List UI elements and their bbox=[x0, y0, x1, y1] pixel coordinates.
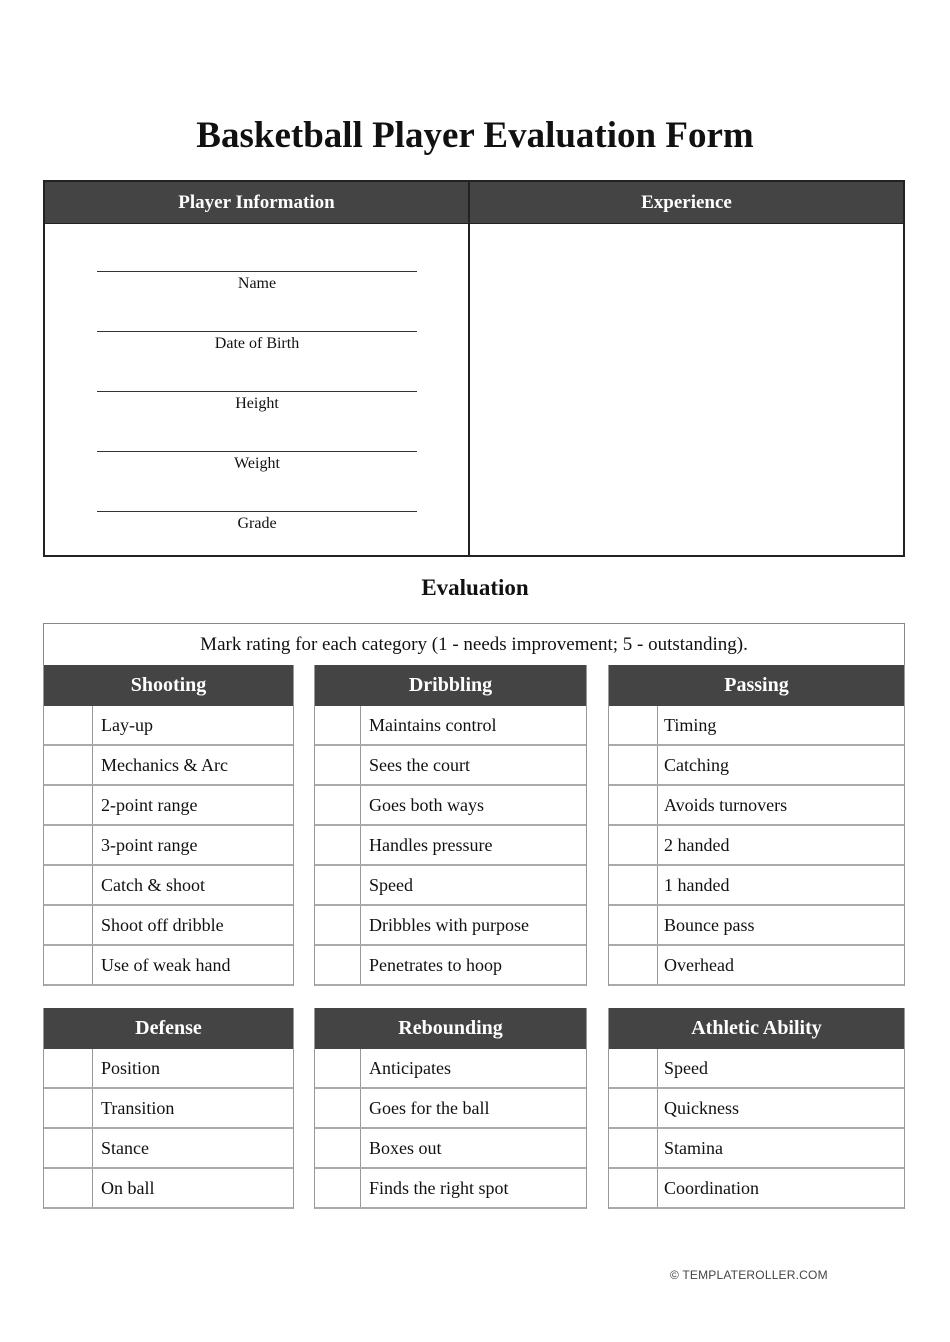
criterion-label: 2-point range bbox=[101, 795, 198, 815]
rating-box[interactable] bbox=[44, 1089, 93, 1127]
rating-box[interactable] bbox=[609, 826, 658, 864]
category-header: Shooting bbox=[44, 665, 293, 706]
player-info-header: Player Information bbox=[45, 182, 468, 223]
category-header: Dribbling bbox=[315, 665, 586, 706]
rating-box[interactable] bbox=[315, 826, 361, 864]
rating-box[interactable] bbox=[315, 1169, 361, 1207]
rating-box[interactable] bbox=[609, 786, 658, 824]
rating-box[interactable] bbox=[44, 1169, 93, 1207]
name-field[interactable] bbox=[97, 271, 417, 293]
criterion-label: On ball bbox=[101, 1178, 155, 1198]
rating-box[interactable] bbox=[315, 786, 361, 824]
category-dribbling bbox=[314, 665, 587, 986]
rating-box[interactable] bbox=[315, 906, 361, 944]
rating-box[interactable] bbox=[44, 866, 93, 904]
rating-row bbox=[44, 746, 293, 786]
category-rebounding bbox=[314, 1008, 587, 1209]
rating-box[interactable] bbox=[315, 746, 361, 784]
category-shooting bbox=[43, 665, 294, 986]
criterion-label: Bounce pass bbox=[664, 915, 755, 935]
rating-box[interactable] bbox=[609, 866, 658, 904]
rating-row bbox=[609, 706, 904, 746]
rating-row bbox=[315, 906, 586, 946]
footer-copyright: © TEMPLATEROLLER.COM bbox=[670, 1268, 828, 1282]
criterion-label: 3-point range bbox=[101, 835, 198, 855]
rating-row bbox=[609, 946, 904, 986]
rating-row bbox=[609, 1129, 904, 1169]
rating-row bbox=[44, 826, 293, 866]
criterion-label: Speed bbox=[369, 875, 413, 895]
rating-box[interactable] bbox=[44, 786, 93, 824]
criterion-label: Transition bbox=[101, 1098, 175, 1118]
rating-box[interactable] bbox=[609, 746, 658, 784]
page-title: Basketball Player Evaluation Form bbox=[196, 115, 754, 156]
rating-row bbox=[315, 1089, 586, 1129]
rating-row bbox=[609, 786, 904, 826]
height-field[interactable] bbox=[97, 391, 417, 413]
rating-row bbox=[44, 1089, 293, 1129]
rating-row bbox=[315, 1129, 586, 1169]
criterion-label: Shoot off dribble bbox=[101, 915, 224, 935]
rating-box[interactable] bbox=[609, 1089, 658, 1127]
criterion-label: Use of weak hand bbox=[101, 955, 231, 975]
rating-row bbox=[44, 786, 293, 826]
rating-box[interactable] bbox=[44, 746, 93, 784]
weight-label: Weight bbox=[234, 455, 280, 472]
grade-label: Grade bbox=[237, 515, 277, 532]
experience-area[interactable] bbox=[470, 224, 903, 555]
rating-row bbox=[44, 706, 293, 746]
criterion-label: Quickness bbox=[664, 1098, 739, 1118]
category-passing bbox=[608, 665, 905, 986]
category-header: Defense bbox=[44, 1008, 293, 1049]
criterion-label: Overhead bbox=[664, 955, 734, 975]
criterion-label: Coordination bbox=[664, 1178, 759, 1198]
rating-row bbox=[315, 746, 586, 786]
rating-box[interactable] bbox=[44, 1129, 93, 1167]
rating-row bbox=[44, 946, 293, 986]
category-header: Passing bbox=[609, 665, 904, 706]
rating-row bbox=[315, 1169, 586, 1209]
rating-row bbox=[315, 946, 586, 986]
criterion-label: Maintains control bbox=[369, 715, 497, 735]
criterion-label: Boxes out bbox=[369, 1138, 442, 1158]
rating-box[interactable] bbox=[609, 1169, 658, 1207]
criterion-label: Sees the court bbox=[369, 755, 470, 775]
experience-header: Experience bbox=[470, 182, 903, 223]
rating-row bbox=[315, 866, 586, 906]
rating-row bbox=[315, 1049, 586, 1089]
rating-box[interactable] bbox=[609, 906, 658, 944]
rating-instruction: Mark rating for each category (1 - needs improvement; 5 - outstanding). bbox=[43, 623, 905, 665]
criterion-label: 1 handed bbox=[664, 875, 730, 895]
criterion-label: Avoids turnovers bbox=[664, 795, 788, 815]
rating-row bbox=[609, 826, 904, 866]
evaluation-title: Evaluation bbox=[421, 575, 529, 600]
rating-row bbox=[315, 786, 586, 826]
criterion-label: Penetrates to hoop bbox=[369, 955, 502, 975]
category-header: Athletic Ability bbox=[609, 1008, 904, 1049]
name-label: Name bbox=[237, 275, 277, 292]
weight-field[interactable] bbox=[97, 451, 417, 473]
date-of-birth-field[interactable] bbox=[97, 331, 417, 353]
rating-box[interactable] bbox=[44, 946, 93, 984]
rating-box[interactable] bbox=[609, 1049, 658, 1087]
criterion-label: Anticipates bbox=[369, 1058, 451, 1078]
rating-box[interactable] bbox=[315, 1049, 361, 1087]
player-info-table bbox=[43, 180, 905, 557]
rating-row bbox=[44, 1169, 293, 1209]
rating-box[interactable] bbox=[315, 1089, 361, 1127]
rating-row bbox=[44, 906, 293, 946]
rating-box[interactable] bbox=[609, 1129, 658, 1167]
rating-row bbox=[44, 1129, 293, 1169]
category-header: Rebounding bbox=[315, 1008, 586, 1049]
criterion-label: Speed bbox=[664, 1058, 708, 1078]
rating-box[interactable] bbox=[44, 826, 93, 864]
rating-row bbox=[609, 1169, 904, 1209]
rating-box[interactable] bbox=[44, 906, 93, 944]
criterion-label: Goes both ways bbox=[369, 795, 484, 815]
rating-box[interactable] bbox=[315, 866, 361, 904]
criterion-label: Mechanics & Arc bbox=[101, 755, 228, 775]
criterion-label: 2 handed bbox=[664, 835, 730, 855]
rating-box[interactable] bbox=[44, 1049, 93, 1087]
criterion-label: Finds the right spot bbox=[369, 1178, 509, 1198]
criterion-label: Goes for the ball bbox=[369, 1098, 490, 1118]
criterion-label: Lay-up bbox=[101, 715, 153, 735]
rating-box[interactable] bbox=[609, 946, 658, 984]
criterion-label: Dribbles with purpose bbox=[369, 915, 529, 935]
height-label: Height bbox=[235, 395, 279, 412]
date-of-birth-label: Date of Birth bbox=[214, 335, 300, 352]
rating-box[interactable] bbox=[609, 706, 658, 744]
criterion-label: Position bbox=[101, 1058, 161, 1078]
rating-row bbox=[44, 1049, 293, 1089]
rating-box[interactable] bbox=[315, 706, 361, 744]
criterion-label: Stamina bbox=[664, 1138, 723, 1158]
category-defense bbox=[43, 1008, 294, 1209]
rating-box[interactable] bbox=[315, 1129, 361, 1167]
criterion-label: Catching bbox=[664, 755, 729, 775]
rating-box[interactable] bbox=[315, 946, 361, 984]
rating-row bbox=[44, 866, 293, 906]
rating-row bbox=[315, 826, 586, 866]
rating-row bbox=[609, 906, 904, 946]
rating-row bbox=[609, 746, 904, 786]
criterion-label: Catch & shoot bbox=[101, 875, 205, 895]
category-athletic-ability bbox=[608, 1008, 905, 1209]
criterion-label: Timing bbox=[664, 715, 717, 735]
criterion-label: Stance bbox=[101, 1138, 149, 1158]
rating-row bbox=[609, 866, 904, 906]
grade-field[interactable] bbox=[97, 511, 417, 533]
criterion-label: Handles pressure bbox=[369, 835, 493, 855]
rating-row bbox=[315, 706, 586, 746]
rating-row bbox=[609, 1089, 904, 1129]
rating-box[interactable] bbox=[44, 706, 93, 744]
rating-row bbox=[609, 1049, 904, 1089]
